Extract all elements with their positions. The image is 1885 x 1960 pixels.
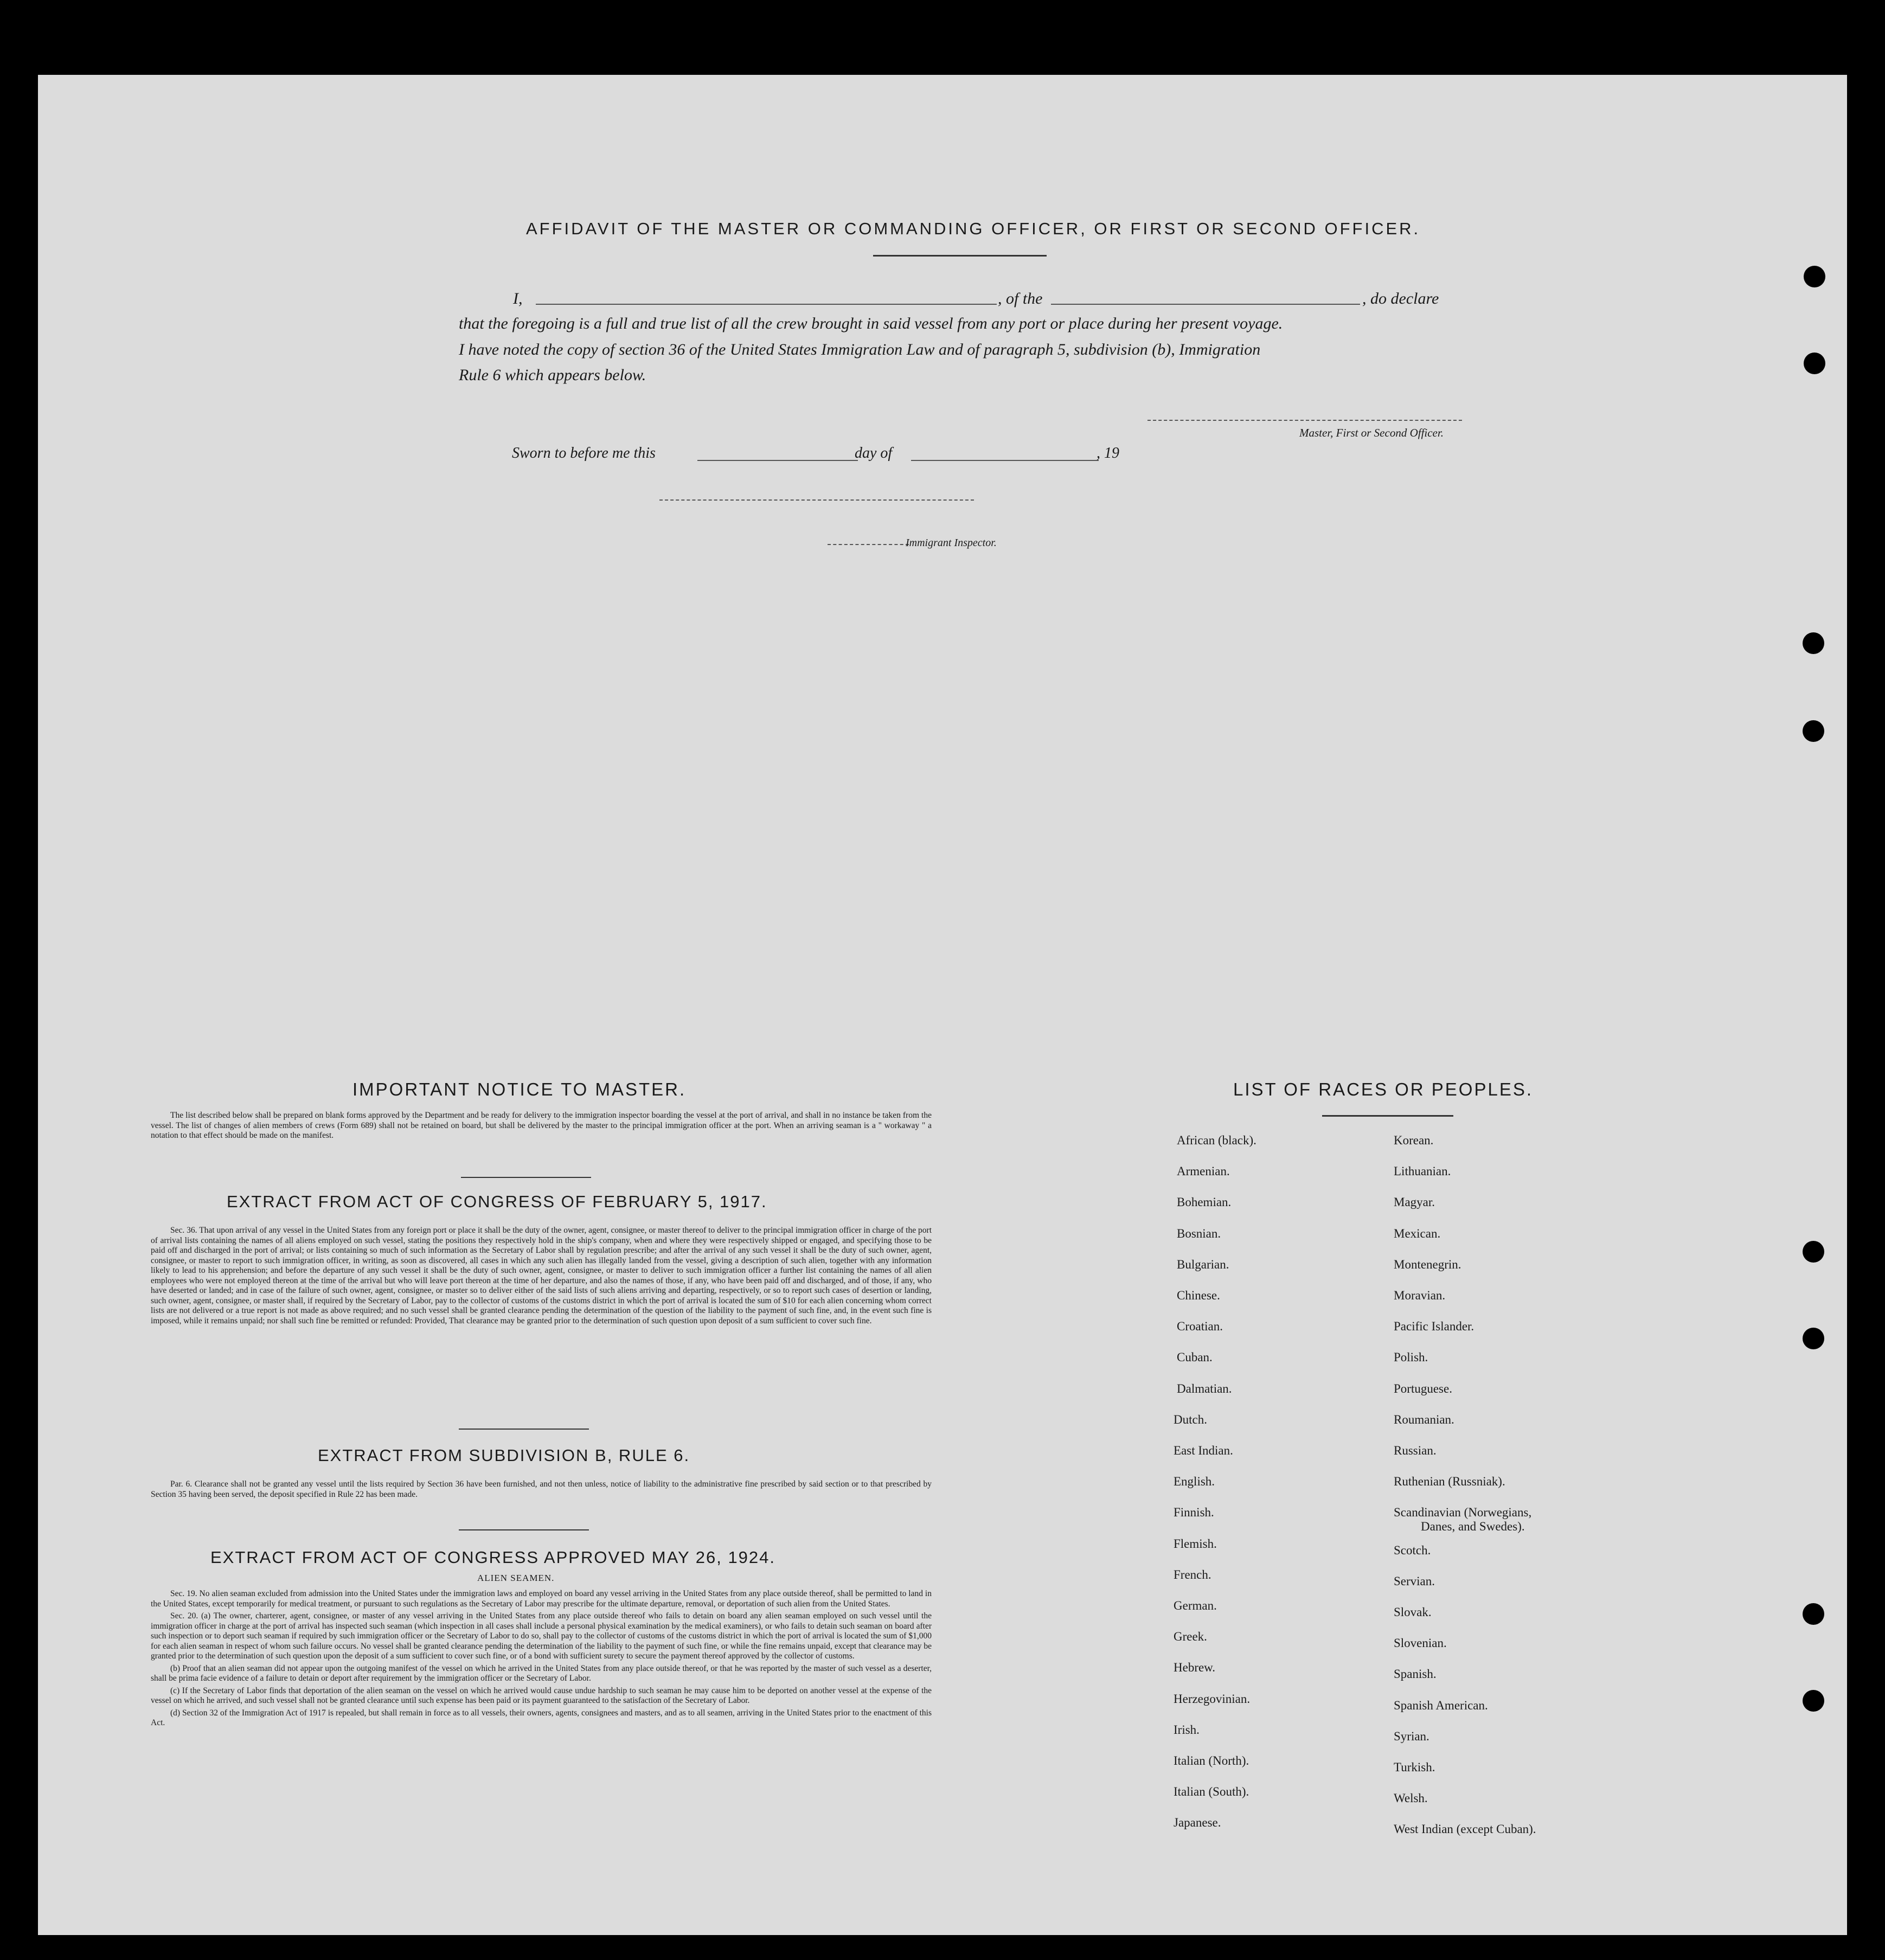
inspector-signature-line[interactable] [659, 499, 974, 501]
sworn-month-line[interactable] [911, 460, 1099, 461]
sworn-label: Sworn to before me this [512, 445, 656, 462]
race-item: Hebrew. [1174, 1661, 1216, 1675]
master-signature-caption: Master, First or Second Officer. [1299, 426, 1444, 439]
punch-hole [1803, 1328, 1824, 1349]
race-item: Portuguese. [1394, 1381, 1452, 1395]
race-item: Scotch. [1394, 1543, 1431, 1557]
race-item: Bohemian. [1177, 1195, 1232, 1209]
races-rule [1322, 1115, 1453, 1117]
inspector-short-line [828, 544, 909, 545]
races-list [1174, 1133, 1719, 1914]
sec-20a-paragraph: Sec. 20. (a) The owner, charterer, agent, consignee, or master of any vessel arriving in the United States from any place outside thereof who fails to detain on board any alien seaman employed on such vessel until the immigration officer in charge at the port of arrival has inspected such seaman (which inspection in all cases shall include a personal physical examination by the medical examiners), or who fails to detain such seaman on board after such inspection or to deport such seaman if required by such immigration officer or the Secretary of Labor to do so, shall pay to the collector of customs of the customs district in which the port of arrival is located the sum of $1,000 for each alien seaman in respect of whom such failure occurs. No vessel shall be granted clearance pending the determination of the liability to the payment of such fine, or while the fine remains unpaid, except that clearance may be granted prior to the determination of such question upon the deposit of a sum sufficient to cover such fine, or of a bond with sufficient surety to secure the payment thereof approved by the collector of customs. [151, 1611, 932, 1661]
extract2-heading: EXTRACT FROM SUBDIVISION B, RULE 6. [318, 1446, 690, 1465]
sec-20b-paragraph: (b) Proof that an alien seaman did not appear upon the outgoing manifest of the vessel on which he arrived in the United States from any place outside thereof, or that he was reported by the master of such vessel as a deserter, shall be prima facie evidence of a failure to detain or deport after requirement by the immigration officer or the Secretary of Labor. [151, 1663, 932, 1683]
day-of-label: day of [855, 445, 893, 462]
race-item: Italian (South). [1174, 1785, 1249, 1799]
extract2-body [151, 1479, 932, 1502]
race-item: Roumanian. [1394, 1412, 1454, 1426]
race-item: Japanese. [1174, 1816, 1221, 1830]
race-item: Magyar. [1394, 1195, 1435, 1209]
race-item: Syrian. [1394, 1729, 1429, 1743]
race-item: Pacific Islander. [1394, 1320, 1474, 1334]
punch-hole [1803, 1241, 1824, 1263]
punch-hole [1803, 1603, 1824, 1625]
race-item: Dutch. [1174, 1412, 1207, 1426]
race-item: West Indian (except Cuban). [1394, 1822, 1536, 1836]
notice-body [151, 1111, 932, 1143]
punch-hole [1803, 720, 1824, 742]
notice-heading: IMPORTANT NOTICE TO MASTER. [352, 1079, 687, 1099]
sec-19-paragraph: Sec. 19. No alien seaman excluded from admission into the United States under the immigration laws and employed on board any vessel arriving in the United States from any place outside thereof, shall be permitted to land in the United States, except temporarily for medical treatment, or pursuant to such regulations as the Secretary of Labor may prescribe for the ultimate departure, removal, or deportation of such alien from the United States. [151, 1589, 932, 1609]
affidavit-of-the: , of the [998, 290, 1043, 308]
race-item: Russian. [1394, 1444, 1437, 1457]
race-item: Armenian. [1177, 1164, 1230, 1178]
affidavit-i-label: I, [513, 290, 523, 308]
race-item-continuation: Danes, and Swedes). [1421, 1520, 1525, 1534]
race-item: German. [1174, 1599, 1217, 1612]
race-item: Bosnian. [1177, 1226, 1221, 1240]
race-item: Scandinavian (Norwegians, [1394, 1506, 1532, 1520]
affidavit-line-3: I have noted the copy of section 36 of the United States Immigration Law and of paragraph 5, subdivision (b), Immigration [459, 341, 1261, 358]
race-item: Croatian. [1177, 1320, 1223, 1334]
vessel-blank-line[interactable] [1051, 304, 1360, 305]
punch-hole [1804, 353, 1825, 374]
race-item: Slovenian. [1394, 1636, 1447, 1650]
affidavit-do-declare: , do declare [1362, 290, 1439, 308]
race-item: Irish. [1174, 1722, 1200, 1737]
master-signature-line[interactable] [1147, 420, 1462, 421]
race-item: Servian. [1394, 1574, 1435, 1588]
notice-paragraph: The list described below shall be prepared on blank forms approved by the Department and be ready for delivery to the immigration inspector boarding the vessel at the port of arrival, and shall in no instance be taken from the vessel. The list of changes of alien members of crews (Form 689) shall not be retained on board, but shall be delivered by the master to the principal immigration officer at the port. When an arriving seaman is a " workaway " a notation to that effect should be made on the manifest. [151, 1111, 932, 1140]
race-item: Dalmatian. [1177, 1381, 1232, 1395]
affidavit-line-4: Rule 6 which appears below. [459, 366, 646, 384]
inspector-caption: Immigrant Inspector. [906, 537, 997, 549]
race-item: African (black). [1177, 1133, 1256, 1147]
extract3-subheading: ALIEN SEAMEN. [477, 1573, 555, 1583]
section-36-paragraph: Sec. 36. That upon arrival of any vessel in the United States from any foreign port or place it shall be the duty of the owner, agent, consignee, or master thereof to deliver to the principal immigration officer in charge of the port of arrival lists containing the names of all aliens employed on such vessel, stating the positions they respectively hold in the ship's company, when and where they were respectively shipped or engaged, and specifying those to be paid off and discharged in the port of arrival; or lists containing so much of such information as the Secretary of Labor shall by regulation prescribe; and after the arrival of any such vessel it shall be the duty of such owner, agent, consignee, or master to report to such immigration officer, in writing, as soon as discovered, all cases in which any such alien has illegally landed from the vessel, giving a description of such alien, together with any information likely to lead to his apprehension; and before the departure of any such vessel it shall be the duty of such owner, agent, consignee, or master to deliver to such immigration officer a further list containing the names of all alien employees who were not employed thereon at the time of the arrival but who will leave port thereon at the time of her departure, and also the names of those, if any, who have been paid off and discharged, and of those, if any, who have deserted or landed; and in case of the failure of such owner, agent, consignee, or master so to deliver either of the said lists of such aliens arriving and departing, respectively, or so to report such cases of desertion or landing, such owner, agent, consignee, or master shall, if required by the Secretary of Labor, pay to the collector of customs of the customs district in which the port of arrival is located the sum of $10 for each alien concerning whom correct lists are not delivered or a true report is not made as above required; and no such vessel shall be granted clearance pending the determination of the question of the liability to the payment of such fine, and, in the event such fine is imposed, while it remains unpaid; nor shall such fine be remitted or refunded: Provided, That clearance may be granted prior to the determination of such question upon deposit of a sum sufficient to cover such fine. [151, 1226, 932, 1325]
race-item: Montenegrin. [1394, 1257, 1461, 1271]
affidavit-heading: AFFIDAVIT OF THE MASTER OR COMMANDING OFFICER, OR FIRST OR SECOND OFFICER. [526, 219, 1421, 238]
race-item: Spanish American. [1394, 1698, 1488, 1712]
extract2-rule [459, 1529, 589, 1530]
punch-hole [1804, 266, 1825, 287]
race-item: English. [1174, 1475, 1215, 1489]
punch-hole [1803, 1690, 1824, 1712]
race-item: Cuban. [1177, 1350, 1213, 1365]
race-item: Chinese. [1177, 1289, 1220, 1302]
extract1-body [151, 1226, 932, 1328]
race-item: Flemish. [1174, 1536, 1217, 1551]
race-item: East Indian. [1174, 1444, 1233, 1457]
notice-rule [461, 1177, 591, 1178]
extract1-rule [459, 1429, 589, 1430]
punch-hole [1803, 632, 1824, 654]
sec-20c-paragraph: (c) If the Secretary of Labor finds that deportation of the alien seaman on the vessel on which he arrived would cause undue hardship to such seaman he may cause him to be deported on another vessel at the expense of the vessel on which he arrived, and such vessel shall not be granted clearance until such expense has been paid or its payment guaranteed to the satisfaction of the Secretary of Labor. [151, 1686, 932, 1705]
race-item: Slovak. [1394, 1605, 1432, 1619]
race-item: Italian (North). [1174, 1754, 1249, 1767]
race-item: Polish. [1394, 1350, 1428, 1365]
race-item: Mexican. [1394, 1226, 1441, 1240]
affidavit-line-2: that the foregoing is a full and true list of all the crew brought in said vessel from any port or place during her present voyage. [459, 315, 1283, 332]
extract1-heading: EXTRACT FROM ACT OF CONGRESS OF FEBRUARY 5, 1917. [227, 1192, 767, 1211]
par-6-paragraph: Par. 6. Clearance shall not be granted any vessel until the lists required by Section 36 have been furnished, and not then unless, notice of liability to the administrative fine prescribed by said section or to that prescribed by Section 35 having been served, the deposit specified in Rule 22 has been made. [151, 1479, 932, 1499]
sworn-day-line[interactable] [697, 460, 858, 461]
heading-rule [873, 255, 1047, 257]
document-page [38, 75, 1847, 1935]
name-blank-line[interactable] [536, 304, 997, 305]
race-item: Greek. [1174, 1630, 1207, 1644]
race-item: Bulgarian. [1177, 1257, 1229, 1271]
race-item: Moravian. [1394, 1289, 1446, 1302]
race-item: Spanish. [1394, 1667, 1437, 1681]
races-heading: LIST OF RACES OR PEOPLES. [1233, 1079, 1534, 1099]
race-item: Welsh. [1394, 1791, 1428, 1805]
sec-20d-paragraph: (d) Section 32 of the Immigration Act of 1917 is repealed, but shall remain in force as to all vessels, their owners, agents, consignees and masters, and as to all seamen, arriving in the United States prior to the enactment of this Act. [151, 1708, 932, 1727]
extract3-heading: EXTRACT FROM ACT OF CONGRESS APPROVED MAY 26, 1924. [210, 1548, 776, 1567]
race-item: Turkish. [1394, 1760, 1435, 1774]
race-item: Herzegovinian. [1174, 1692, 1251, 1706]
race-item: Finnish. [1174, 1506, 1214, 1520]
year-label: , 19 [1097, 445, 1119, 462]
race-item: French. [1174, 1567, 1211, 1581]
race-item: Korean. [1394, 1133, 1434, 1147]
race-item: Lithuanian. [1394, 1164, 1451, 1178]
race-item: Ruthenian (Russniak). [1394, 1475, 1505, 1489]
extract3-body [151, 1589, 932, 1731]
